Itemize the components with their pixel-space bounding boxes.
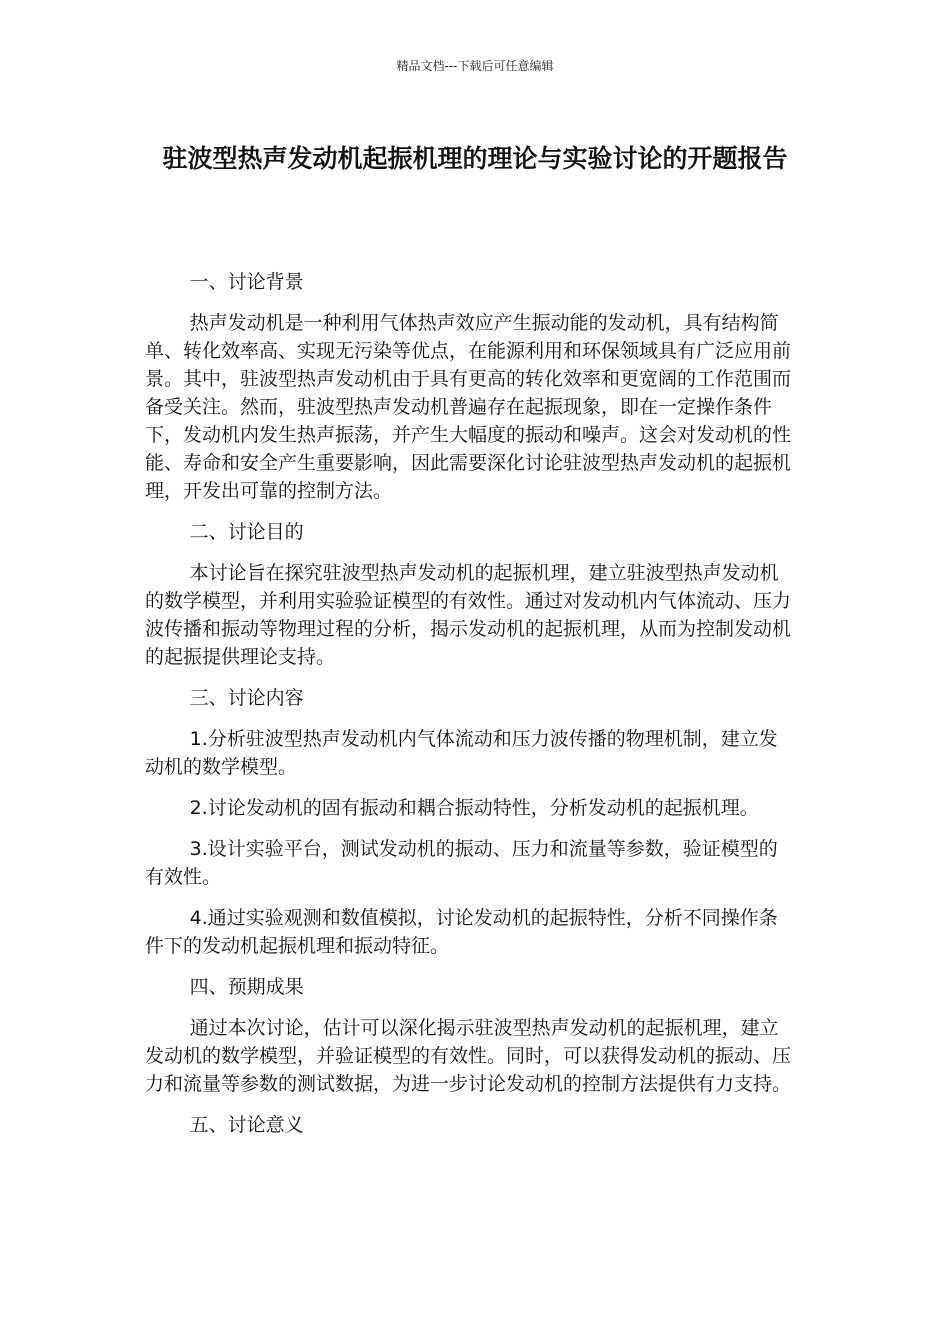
document-body xyxy=(145,268,795,1152)
page-header-watermark: 精品文档---下载后可任意编辑 xyxy=(396,59,554,73)
content-item-4: 4.通过实验观测和数值模拟，讨论发动机的起振特性，分析不同操作条件下的发动机起振机理和振动特征。 xyxy=(145,907,778,957)
section-heading-significance: 五、讨论意义 xyxy=(189,1114,304,1136)
section-heading-expected-results: 四、预期成果 xyxy=(189,976,304,998)
section-heading-purpose: 二、讨论目的 xyxy=(189,521,304,543)
content-item-1: 1.分析驻波型热声发动机内气体流动和压力波传播的物理机制，建立发动机的数学模型。 xyxy=(145,728,778,778)
content-item-3: 3.设计实验平台，测试发动机的振动、压力和流量等参数，验证模型的有效性。 xyxy=(145,838,778,888)
content-item-2: 2.讨论发动机的固有振动和耦合振动特性，分析发动机的起振机理。 xyxy=(189,797,759,819)
paragraph-purpose: 本讨论旨在探究驻波型热声发动机的起振机理，建立驻波型热声发动机的数学模型，并利用实验验证模型的有效性。通过对发动机内气体流动、压力波传播和振动等物理过程的分析，揭示发动机的起振机理，从而为控制发动机的起振提供理论支持。 xyxy=(145,562,792,668)
section-heading-background: 一、讨论背景 xyxy=(189,271,304,293)
paragraph-background: 热声发动机是一种利用气体热声效应产生振动能的发动机，具有结构简单、转化效率高、实现无污染等优点，在能源利用和环保领域具有广泛应用前景。其中，驻波型热声发动机由于具有更高的转化效率和更宽阔的工作范围而备受关注。然而，驻波型热声发动机普遍存在起振现象，即在一定操作条件下，发动机内发生热声振荡，并产生大幅度的振动和噪声。这会对发动机的性能、寿命和安全产生重要影响，因此需要深化讨论驻波型热声发动机的起振机理，开发出可靠的控制方法。 xyxy=(145,312,792,502)
document-title: 驻波型热声发动机起振机理的理论与实验讨论的开题报告 xyxy=(162,144,788,173)
paragraph-expected-results: 通过本次讨论，估计可以深化揭示驻波型热声发动机的起振机理，建立发动机的数学模型，并验证模型的有效性。同时，可以获得发动机的振动、压力和流量等参数的测试数据，为进一步讨论发动机的控制方法提供有力支持。 xyxy=(145,1017,792,1095)
section-heading-content: 三、讨论内容 xyxy=(189,687,304,709)
